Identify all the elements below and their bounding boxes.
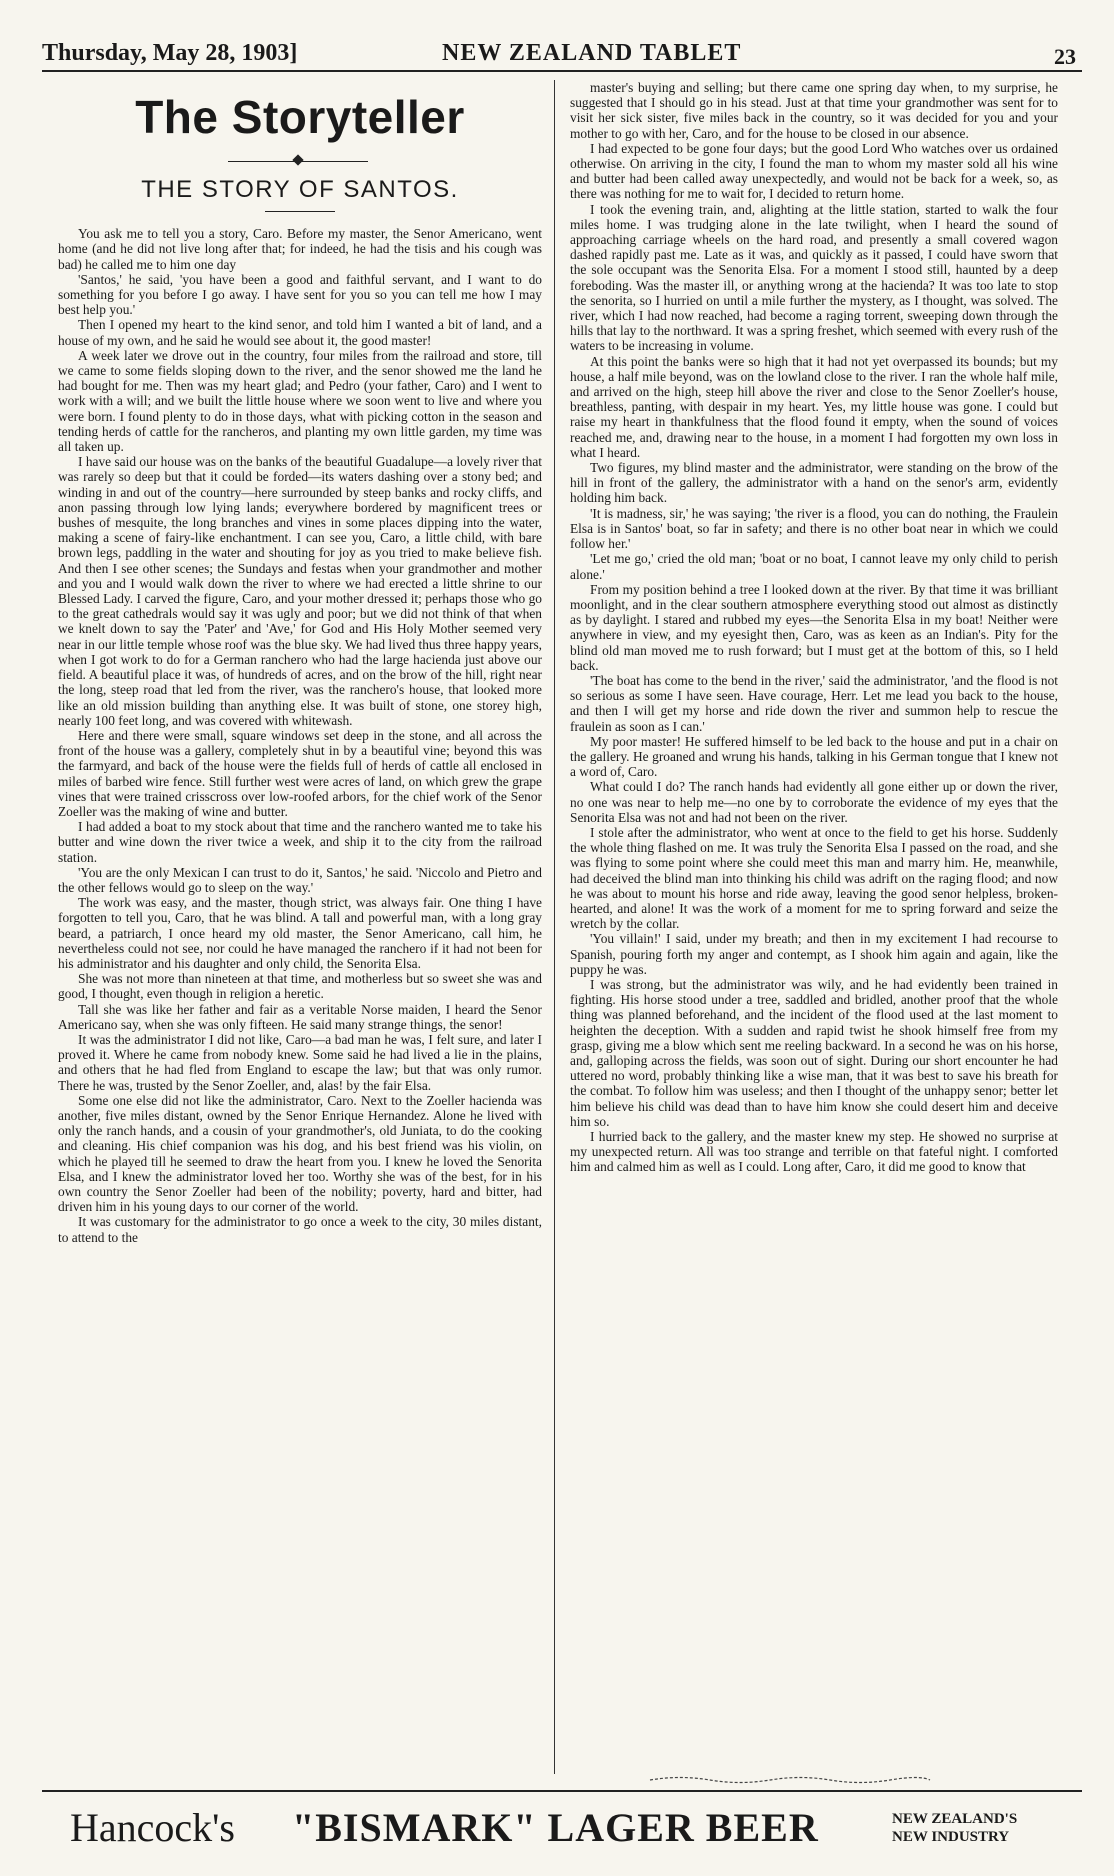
paragraph: A week later we drove out in the country, four miles from the railroad and store, till we came to some fields sloping down to the river, and the senor showed me the land he had bought for me. Then was my heart glad; and Pedro (your father, Caro) and I went to work with a will; and we built the little house where we soon went to live and where you were born. I found plenty to do in those days, what with picking cotton in the season and tending herds of cattle for the rancheros, and planting my own little garden, my time was all taken up. (58, 347, 542, 455)
end-ornament (640, 1775, 940, 1785)
ad-tagline (892, 1810, 1017, 1846)
ad-brand: Hancock's (70, 1805, 235, 1850)
ad-tagline-line2: NEW INDUSTRY (892, 1829, 1010, 1845)
paragraph: 'Santos,' he said, 'you have been a good and faithful servant, and I want to do something for you before I go away. I have sent for you so you can tell me how I may best help you.' (58, 271, 542, 318)
paragraph: Tall she was like her father and fair as a veritable Norse maiden, I heard the Senor Americano say, when she was only fifteen. He said many strange things, the senor! (58, 1001, 542, 1032)
paragraph: From my position behind a tree I looked down at the river. By that time it was brilliant moonlight, and in the clear southern atmosphere everything stood out almost as distinctly as by daylight. I stared and rubbed my eyes—the Senorita Elsa in my boat! Neither were anywhere in view, and my eyesight then, Caro, was as keen as an Indian's. Pity for the blind old man moved me to rush forward; but I must get at the bottom of this, so I held back. (570, 581, 1058, 673)
right-column-text (570, 80, 1058, 1175)
ad-product: "BISMARK" LAGER BEER (292, 1805, 819, 1850)
section-title: The Storyteller (135, 91, 465, 143)
paragraph: You ask me to tell you a story, Caro. Before my master, the Senor Americano, went home (and he did not live long after that; for indeed, he had the tisis and his cough was bad) he called me to him one day (58, 226, 542, 272)
column-divider (554, 80, 555, 1774)
diamond-icon (292, 154, 303, 165)
issue-date: Thursday, May 28, 1903] (42, 40, 298, 66)
paragraph: I hurried back to the gallery, and the master knew my step. He showed no surprise at my unexpected return. All was too strange and terrible on that fateful night. I comforted him and calmed him as well as I could. Long after, Caro, it did me good to know that (570, 1129, 1058, 1175)
paragraph: 'It is madness, sir,' he was saying; 'the river is a flood, you can do nothing, the Fraulein Elsa is in Santos' boat, so far in safety; and there is no other boat near in which we could follow her.' (570, 505, 1058, 552)
paragraph: 'Let me go,' cried the old man; 'boat or no boat, I cannot leave my only child to perish alone.' (570, 551, 1058, 582)
paragraph: Then I opened my heart to the kind senor, and told him I wanted a bit of land, and a house of my own, and he said he would see about it, the good master! (58, 317, 542, 348)
paragraph: I was strong, but the administrator was wily, and he had evidently been trained in fighting. His horse stood under a tree, saddled and bridled, another proof that the whole thing was planned beforehand, and the incident of the flood used at the last moment to heighten the deception. With a sudden and rapid twist he shook himself free from my grasp, giving me a blow which sent me reeling backward. In a second he was on his horse, and, galloping across the fields, was soon out of sight. During our short encounter he had uttered no word, probably thinking like a wise man, that it was best to save his breath for the combat. To follow him was useless; and then I thought of the unhappy senor; better let him believe his child was dead than to have him know she could desert him and deceive him so. (570, 976, 1058, 1129)
paragraph: It was customary for the administrator to go once a week to the city, 30 miles distant, to attend to the (58, 1214, 542, 1245)
paragraph: 'The boat has come to the bend in the river,' said the administrator, 'and the flood is not so serious as some I have seen. Have courage, Herr. Let me lead you back to the house, and then I will get my horse and ride down the river and summon help to rescue the fraulein as soon as I can.' (570, 672, 1058, 734)
paragraph: I had added a boat to my stock about that time and the ranchero wanted me to take his butter and wine down the river twice a week, and ship it to the city from the railroad station. (58, 819, 542, 865)
paragraph: 'You villain!' I said, under my breath; and then in my excitement I had recourse to Spanish, pouring forth my anger and contempt, as I shook him again and again, like the puppy he was. (570, 931, 1058, 977)
advertisement-banner (42, 1790, 1082, 1852)
paragraph: I had expected to be gone four days; but the good Lord Who watches over us ordained otherwise. On arriving in the city, I found the man to whom my master sold all his wine and butter had been called away unexpectedly, and would not be back for a week, so, as there was nothing for me to wait for, I decided to return home. (570, 140, 1058, 202)
paragraph: Two figures, my blind master and the administrator, were standing on the brow of the hill in front of the gallery, the administrator with a hand on the senor's arm, evidently holding him back. (570, 460, 1058, 506)
paragraph: Some one else did not like the administrator, Caro. Next to the Zoeller hacienda was another, five miles distant, owned by the Senor Enrique Hernandez. Alone he lived with only the ranch hands, and a cousin of your grandmother's, old Juniata, to do the cooking and cleaning. His chief companion was his dog, and his best friend was his violin, on which he played till he seemed to draw the heart from you. I knew he loved the Senorita Elsa, and I knew the administrator loved her too. Worthy she was of the best, for in his own country the Senor Zoeller had been of the nobility; poverty, hard and bitter, had driven him in his young days to our corner of the world. (58, 1092, 542, 1215)
masthead: NEW ZEALAND TABLET (442, 40, 742, 66)
paragraph: At this point the banks were so high that it had not yet overpassed its bounds; but my house, a half mile beyond, was on the lowland close to the river. I ran the whole half mile, and arrived on the high, steep hill above the river and close to the Senor Zoeller's house, breathless, panting, with despair in my heart. Yes, my little house was gone. I could but raise my heart in thankfulness that the flood found it empty, when the sound of voices reached me, and, drawing near to the house, in a moment I had forgotten my own loss in what I heard. (570, 353, 1058, 460)
story-title: THE STORY OF SANTOS. (141, 176, 459, 203)
title-ornament (58, 154, 542, 168)
paragraph: She was not more than nineteen at that time, and motherless but so sweet she was and good, I thought, even though in religion a heretic. (58, 971, 542, 1002)
right-column (570, 80, 1058, 1774)
paragraph: I stole after the administrator, who went at once to the field to get his horse. Suddenly the whole thing flashed on me. It was truly the Senorita Elsa I passed on the road, and she was flying to some point where she could meet this man and marry him. He, meanwhile, had deceived the blind man into thinking his child was adrift on the raging flood; and now he was about to mount his horse and ride away, leaving the good senor helpless, broken-hearted, and alone! It was the work of a moment for me to spring forward and seize the wretch by the collar. (570, 824, 1058, 932)
paragraph: master's buying and selling; but there came one spring day when, to my surprise, he suggested that I should go in his stead. Just at that time your grandmother was sent for to visit her sick sister, five miles back in the country, so it was decided for you and your mother to go with her, Caro, and for the house to be closed in our absence. (570, 80, 1058, 141)
paragraph: I took the evening train, and, alighting at the little station, started to walk the four miles home. I was trudging alone in the late twilight, when I heard the sound of approaching carriage wheels on the hard road, and presently a small covered wagon dashed rapidly past me. Late as it was, and quickly as it passed, I could have sworn that the sole occupant was the Senorita Elsa. For a moment I stood still, haunted by a deep foreboding. Was the master ill, or anything wrong at the hacienda? It was too late to stop the senorita, so I hurried on until a mile further the mystery, as I thought, was solved. The river, which I had now reached, had become a raging torrent, sweeping down through the hills that lay to the northward. It was a spring freshet, which seemed with every rush of the waters to be increasing in volume. (570, 201, 1058, 354)
left-column (58, 84, 542, 1772)
paragraph: Here and there were small, square windows set deep in the stone, and all across the front of the house was a gallery, completely shut in by a beautiful vine; beyond this was the farmyard, and back of the house were the fields full of herds of cattle all enclosed in miles of barbed wire fence. Still further west were acres of land, on which grew the grape vines that were trained crisscross over low-roofed arbors, for the chief work of the Senor Zoeller was the making of wine and butter. (58, 727, 542, 819)
paragraph: What could I do? The ranch hands had evidently all gone either up or down the river, no one was near to help me—no one by to corroborate the evidence of my eyes that the Senorita Elsa was not and had not been on the river. (570, 779, 1058, 825)
page-header (42, 36, 1082, 72)
story-rule (265, 211, 335, 212)
page-number: 23 (1054, 44, 1076, 69)
paragraph: 'You are the only Mexican I can trust to do it, Santos,' he said. 'Niccolo and Pietro and the other fellows would go to sleep on the way.' (58, 864, 542, 895)
paragraph: My poor master! He suffered himself to be led back to the house and put in a chair on the gallery. He groaned and wrung his hands, talking in his German tongue that I knew not a word of, Caro. (570, 733, 1058, 780)
paragraph: The work was easy, and the master, though strict, was always fair. One thing I have forgotten to tell you, Caro, that he was blind. A tall and powerful man, with a long gray beard, a patriarch, I once heard my old master, the Senor Americano, call him, he nevertheless could not see, nor could he have managed the ranchero if it had not been for his administrator and his daughter and only child, the Senorita Elsa. (58, 895, 542, 971)
ad-tagline-line1: NEW ZEALAND'S (892, 1811, 1018, 1827)
paragraph: I have said our house was on the banks of the beautiful Guadalupe—a lovely river that was rarely so deep but that it could be forded—its waters dashing over a stony bed; and winding in and out of the country—here surrounded by steep banks and rocky cliffs, and anon passing through low lying lands; everywhere bordered by magnificent trees or bushes of mesquite, the long branches and vines in some places dipping into the water, making a scene of fairy-like enchantment. I can see you, Caro, a little child, with bare brown legs, paddling in the water and shouting for joy as you tried to make believe fish. And then I see other scenes; the Sundays and festas when your grandmother and mother and you and I would walk down the river to where we had erected a little shrine to our Blessed Lady. I carved the figure, Caro, and your mother dressed it; perhaps those who go to the great cathedrals would say it was ugly and poor; but we did not think of that when we knelt down to say the 'Pater' and 'Ave,' for God and His Holy Mother seemed very near in our little temple whose roof was the blue sky. We had lived thus three happy years, when I got work to do for a German ranchero who had the large hacienda just above our field. A beautiful place it was, of hundreds of acres, and on the brow of the hill, right near the long, steep road that led from the river, was the ranchero's house, that looked more like an old mission building than anything else. It was built of stone, one storey high, nearly 100 feet long, and was covered with whitewash. (58, 454, 542, 728)
left-column-text (58, 226, 542, 1245)
paragraph: It was the administrator I did not like, Caro—a bad man he was, I felt sure, and later I proved it. Where he came from nobody knew. Some said he had lived a lie in the plains, and others that he had fled from England to escape the law; but that was only rumor. There he was, trusted by the Senor Zoeller, and, alas! by the fair Elsa. (58, 1031, 542, 1093)
